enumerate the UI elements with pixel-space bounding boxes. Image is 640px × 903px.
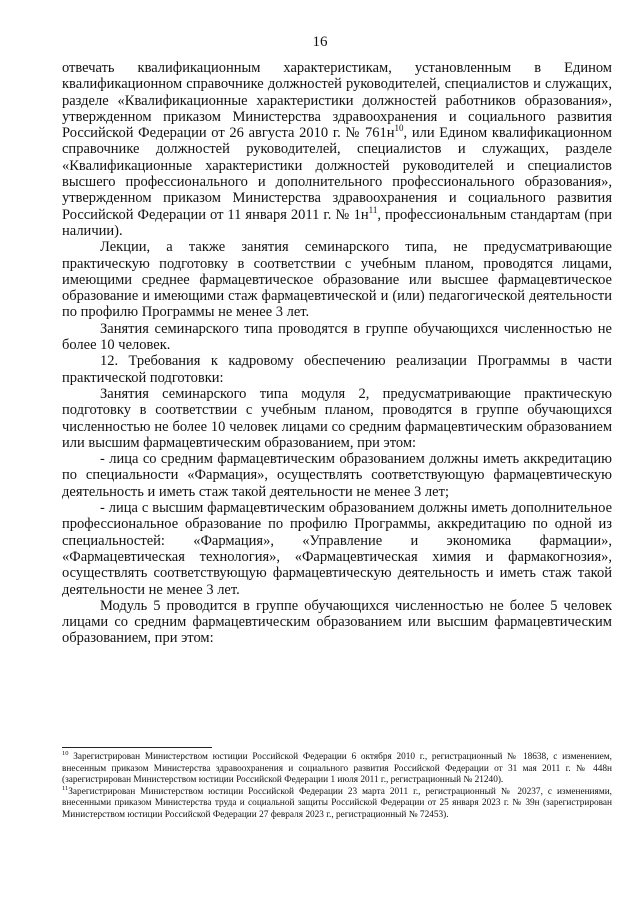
paragraph-p2 [62, 321, 612, 354]
footnote-ref: 11 [62, 784, 69, 792]
paragraph-p1 [62, 239, 612, 320]
page-number: 16 [312, 34, 328, 50]
paragraph-p4 [62, 386, 612, 451]
text-segment: отвечать квалификационным характеристикам, установленным в Едином квалификационном справочнике должностей руководителей, специалистов и служащих, разделе «Квалификационные характеристики должностей работников образования», утвержденном приказом Министерства здравоохранения и социального развития Российской Федерации от 26 августа 2010 г. № 761н [62, 60, 612, 142]
text-segment: , или Едином квалификационном справочнике должностей руководителей, специалистов и служащих, разделе «Квалификационные характеристики должностей руководителей и специалистов высшего профессионального и дополнительного профессионального образования», утвержденном приказом Министерства здравоохранения и социального развития Российской Федерации от 11 января 2011 г. № 1н [62, 125, 612, 223]
text-segment: Занятия семинарского типа модуля 2, предусматривающие практическую подготовку в соответствии с учебным планом, проводятся в группе обучающихся численностью не более 10 человек лицами со средним фармацевтическим образованием или высшим фармацевтическим образованием, при этом: [62, 385, 612, 451]
paragraph-p3 [62, 353, 612, 386]
text-segment: - лица со средним фармацевтическим образованием должны иметь аккредитацию по специальности «Фармация», осуществлять соответствующую фармацевтическую деятельность и иметь стаж такой деятельности не менее 3 лет; [62, 451, 612, 500]
text-segment: Модуль 5 проводится в группе обучающихся численностью не более 5 человек лицами со средним фармацевтическим образованием или высшим фармацевтическим образованием, при этом: [62, 597, 612, 647]
paragraph-p5 [62, 451, 612, 500]
text-segment: Зарегистрирован Министерством юстиции Российской Федерации 23 марта 2011 г., регистрационный № 20237, с изменениями, внесенными приказом Министерства труда и социальной защиты Российской Федерации от 25 января 2023 г. № 39н (зарегистрирован Министерством юстиции Российской Федерации 27 февраля 2023 г., регистрационный № 72453). [62, 786, 612, 820]
text-segment: - лица с высшим фармацевтическим образованием должны иметь дополнительное профессиональное образование по профилю Программы, аккредитацию по одной из специальностей: «Фармация», «Управление и экономика фармации», «Фармацевтическая технология», «Фармацевтическая химия и фармакогнозия», осуществлять соответствующую фармацевтическую деятельность и иметь стаж такой деятельности не менее 3 лет. [62, 500, 612, 598]
footnote-ref: 10 [62, 749, 69, 757]
paragraph-p7 [62, 598, 612, 647]
text-segment: Занятия семинарского типа проводятся в группе обучающихся численностью не более 10 человек. [62, 320, 612, 354]
text-segment: , профессиональным стандартам (при наличии). [62, 206, 612, 239]
text-segment: Лекции, а также занятия семинарского типа, не предусматривающие практическую подготовку в соответствии с учебным планом, проводятся лицами, имеющими среднее фармацевтическое образование или высшее фармацевтическое образование и имеющими стаж фармацевтической и (или) педагогической деятельности по профилю Программы не менее 3 лет. [62, 239, 612, 321]
paragraph-p6 [62, 500, 612, 598]
paragraph-p0 [62, 60, 612, 239]
body-text [62, 60, 612, 647]
footnote-separator [62, 747, 212, 748]
text-segment: 12. Требования к кадровому обеспечению реализации Программы в части практической подготовки: [62, 353, 612, 386]
footnote-f10 [62, 749, 612, 787]
text-segment: Зарегистрирован Министерством юстиции Российской Федерации 6 октября 2010 г., регистрационный № 18638, с изменением, внесенным приказом Министерства здравоохранения и социального развития Российской Федерации от 31 мая 2011 г. № 448н (зарегистрирован Министерством юстиции Российской Федерации 1 июля 2011 г., регистрационный № 21240). [62, 752, 612, 785]
footnotes [62, 749, 612, 821]
footnote-f11 [62, 784, 612, 822]
footnote-ref: 10 [394, 123, 404, 134]
footnote-ref: 11 [368, 204, 378, 215]
